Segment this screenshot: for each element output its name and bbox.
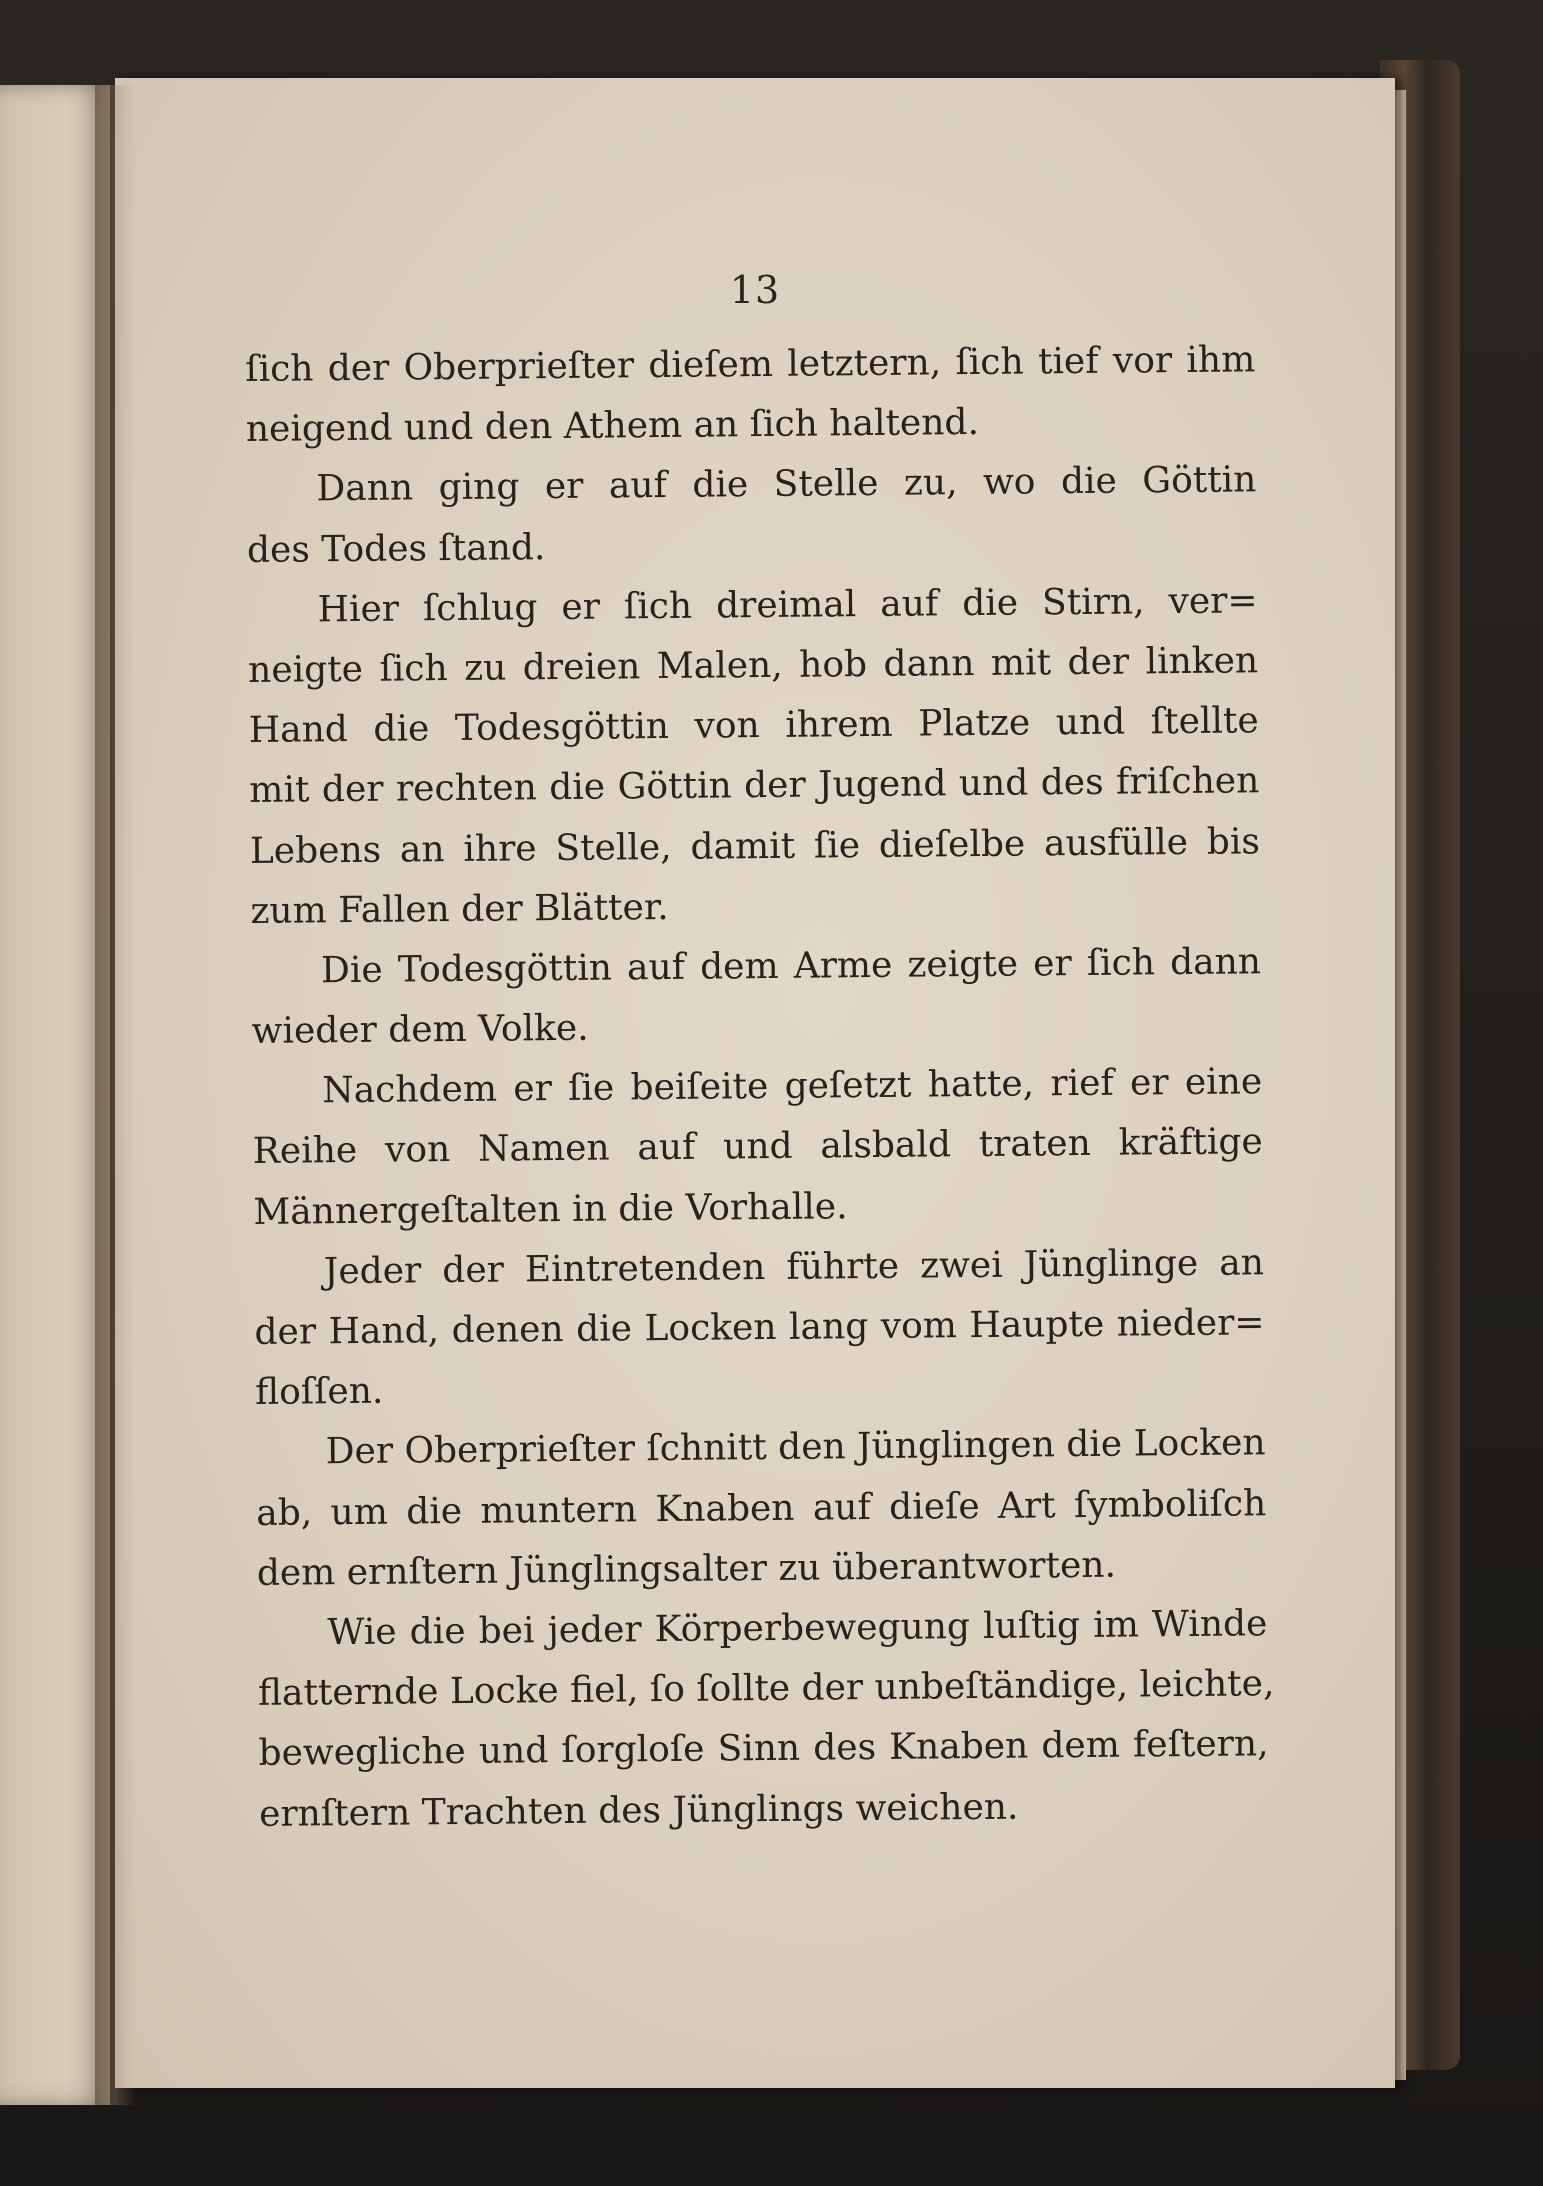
text-line: Der Oberprieſter ſchnitt den Jünglingen die Locken bbox=[325, 1422, 1266, 1473]
text-line: floſſen. bbox=[254, 1370, 384, 1414]
page-number: 13 bbox=[729, 268, 781, 312]
text-line: ſich der Oberprieſter dieſem letztern, ſich tief vor ihm bbox=[245, 339, 1256, 390]
text-line: des Todes ſtand. bbox=[246, 526, 546, 571]
text-line: zum Fallen der Blätter. bbox=[250, 886, 669, 932]
text-line: ab, um die muntern Knaben auf dieſe Art ſymboliſch bbox=[256, 1482, 1267, 1534]
text-line: Jeder der Eintretenden führte zwei Jünglinge an bbox=[323, 1242, 1265, 1293]
text-line: Hier ſchlug er ſich dreimal auf die Stirn, ver= bbox=[317, 580, 1258, 631]
text-line: neigend und den Athem an ſich haltend. bbox=[245, 402, 980, 451]
text-line: Reihe von Namen auf und alsbald traten kräftige bbox=[252, 1121, 1263, 1173]
text-line: dem ernſtern Jünglingsalter zu überantworten. bbox=[256, 1544, 1117, 1594]
text-line: wieder dem Volke. bbox=[251, 1007, 589, 1053]
text-line: der Hand, denen die Locken lang vom Haupte nieder= bbox=[254, 1302, 1265, 1353]
facing-page-left bbox=[0, 85, 110, 2105]
text-line: ernſtern Trachten des Jünglings weichen. bbox=[258, 1786, 1019, 1835]
text-line: neigte ſich zu dreien Malen, hob dann mit der linken bbox=[247, 640, 1259, 691]
text-line: Lebens an ihre Stelle, damit ſie dieſelbe ausfülle bis bbox=[249, 820, 1261, 872]
text-line: Nachdem er ſie beiſeite geſetzt hatte, rief er eine bbox=[322, 1061, 1263, 1112]
text-line: flatternde Locke fiel, ſo ſollte der unbeſtändige, leichte, bbox=[257, 1663, 1275, 1715]
book-gutter bbox=[95, 85, 135, 2105]
text-line: Dann ging er auf die Stelle zu, wo die Göttin bbox=[316, 459, 1257, 510]
text-line: bewegliche und ſorgloſe Sinn des Knaben dem feſtern, bbox=[258, 1723, 1269, 1775]
text-line: Wie die bei jeder Körperbewegung luſtig im Winde bbox=[327, 1603, 1268, 1654]
book-page bbox=[115, 78, 1395, 2088]
text-line: mit der rechten die Göttin der Jugend und des friſchen bbox=[249, 760, 1260, 812]
text-line: Die Todesgöttin auf dem Arme zeigte er ſich dann bbox=[320, 941, 1262, 992]
text-line: Hand die Todesgöttin von ihrem Platze und ſtellte bbox=[248, 700, 1259, 752]
page-body-text bbox=[245, 330, 1275, 1844]
text-line: Männergeſtalten in die Vorhalle. bbox=[253, 1185, 848, 1233]
